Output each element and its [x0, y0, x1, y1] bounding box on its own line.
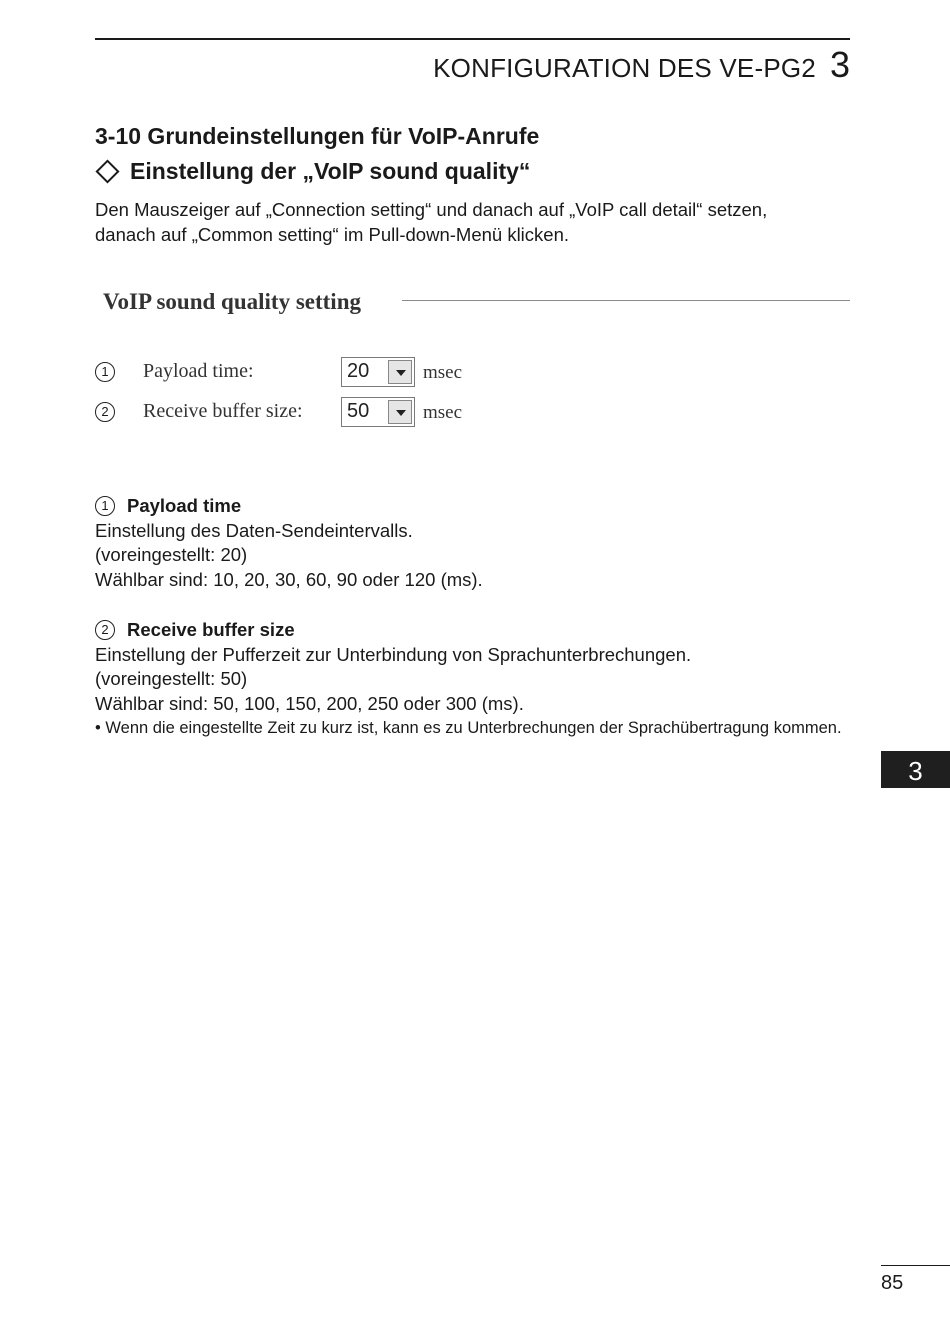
marker-circle: 2	[95, 620, 115, 640]
description-heading	[95, 494, 850, 519]
page-number: 85	[881, 1272, 904, 1294]
description-line: (voreingestellt: 50)	[95, 668, 248, 690]
intro-line: Den Mauszeiger auf „Connection setting“ und danach auf „VoIP call detail“ setzen,	[95, 199, 768, 220]
receive-buffer-label: Receive buffer size:	[143, 400, 303, 422]
diamond-icon	[95, 159, 119, 183]
receive-buffer-description	[95, 618, 850, 740]
description-line: Einstellung der Pufferzeit zur Unterbindung von Sprachunterbrechungen.	[95, 643, 692, 665]
footer-rule	[881, 1265, 950, 1266]
payload-time-value: 20	[347, 360, 370, 382]
marker-circle: 1	[95, 496, 115, 516]
receive-buffer-value: 50	[347, 400, 370, 422]
dropdown-button[interactable]	[388, 400, 412, 424]
marker-circle: 2	[95, 402, 115, 422]
sub-title-text: Einstellung der „VoIP sound quality“	[130, 158, 531, 184]
payload-time-description	[95, 494, 850, 593]
payload-time-unit: msec	[423, 362, 463, 383]
chevron-down-icon	[396, 410, 406, 416]
dropdown-button[interactable]	[388, 360, 412, 384]
chapter-title: KONFIGURATION DES VE-PG2	[433, 53, 816, 83]
header-rule	[95, 38, 850, 40]
description-line: Wählbar sind: 10, 20, 30, 60, 90 oder 120 (ms).	[95, 569, 483, 591]
payload-time-label: Payload time:	[143, 360, 254, 382]
description-line: Wählbar sind: 50, 100, 150, 200, 250 oder 300 (ms).	[95, 693, 524, 715]
description-line: (voreingestellt: 20)	[95, 544, 248, 566]
chevron-down-icon	[396, 370, 406, 376]
description-heading-text: Receive buffer size	[127, 619, 295, 640]
note-text: • Wenn die eingestellte Zeit zu kurz ist, kann es zu Unterbrechungen der Sprachübertragung kommen.	[95, 718, 842, 737]
intro-line: danach auf „Common setting“ im Pull-down-Menü klicken.	[95, 224, 570, 245]
marker-circle: 1	[95, 362, 115, 382]
receive-buffer-select[interactable]	[341, 397, 415, 427]
chapter-side-tab: 3	[881, 751, 950, 788]
chapter-header	[433, 44, 850, 86]
chapter-number: 3	[829, 44, 850, 85]
sub-title	[95, 158, 530, 185]
description-line: Einstellung des Daten-Sendeintervalls.	[95, 519, 413, 541]
panel-title: VoIP sound quality setting	[103, 289, 361, 314]
payload-time-select[interactable]	[341, 357, 415, 387]
intro-paragraph	[95, 197, 850, 247]
section-title: 3-10 Grundeinstellungen für VoIP-Anrufe	[95, 123, 540, 149]
receive-buffer-unit: msec	[423, 402, 463, 423]
description-heading	[95, 618, 850, 643]
panel-title-rule	[402, 300, 850, 301]
description-heading-text: Payload time	[127, 495, 242, 516]
